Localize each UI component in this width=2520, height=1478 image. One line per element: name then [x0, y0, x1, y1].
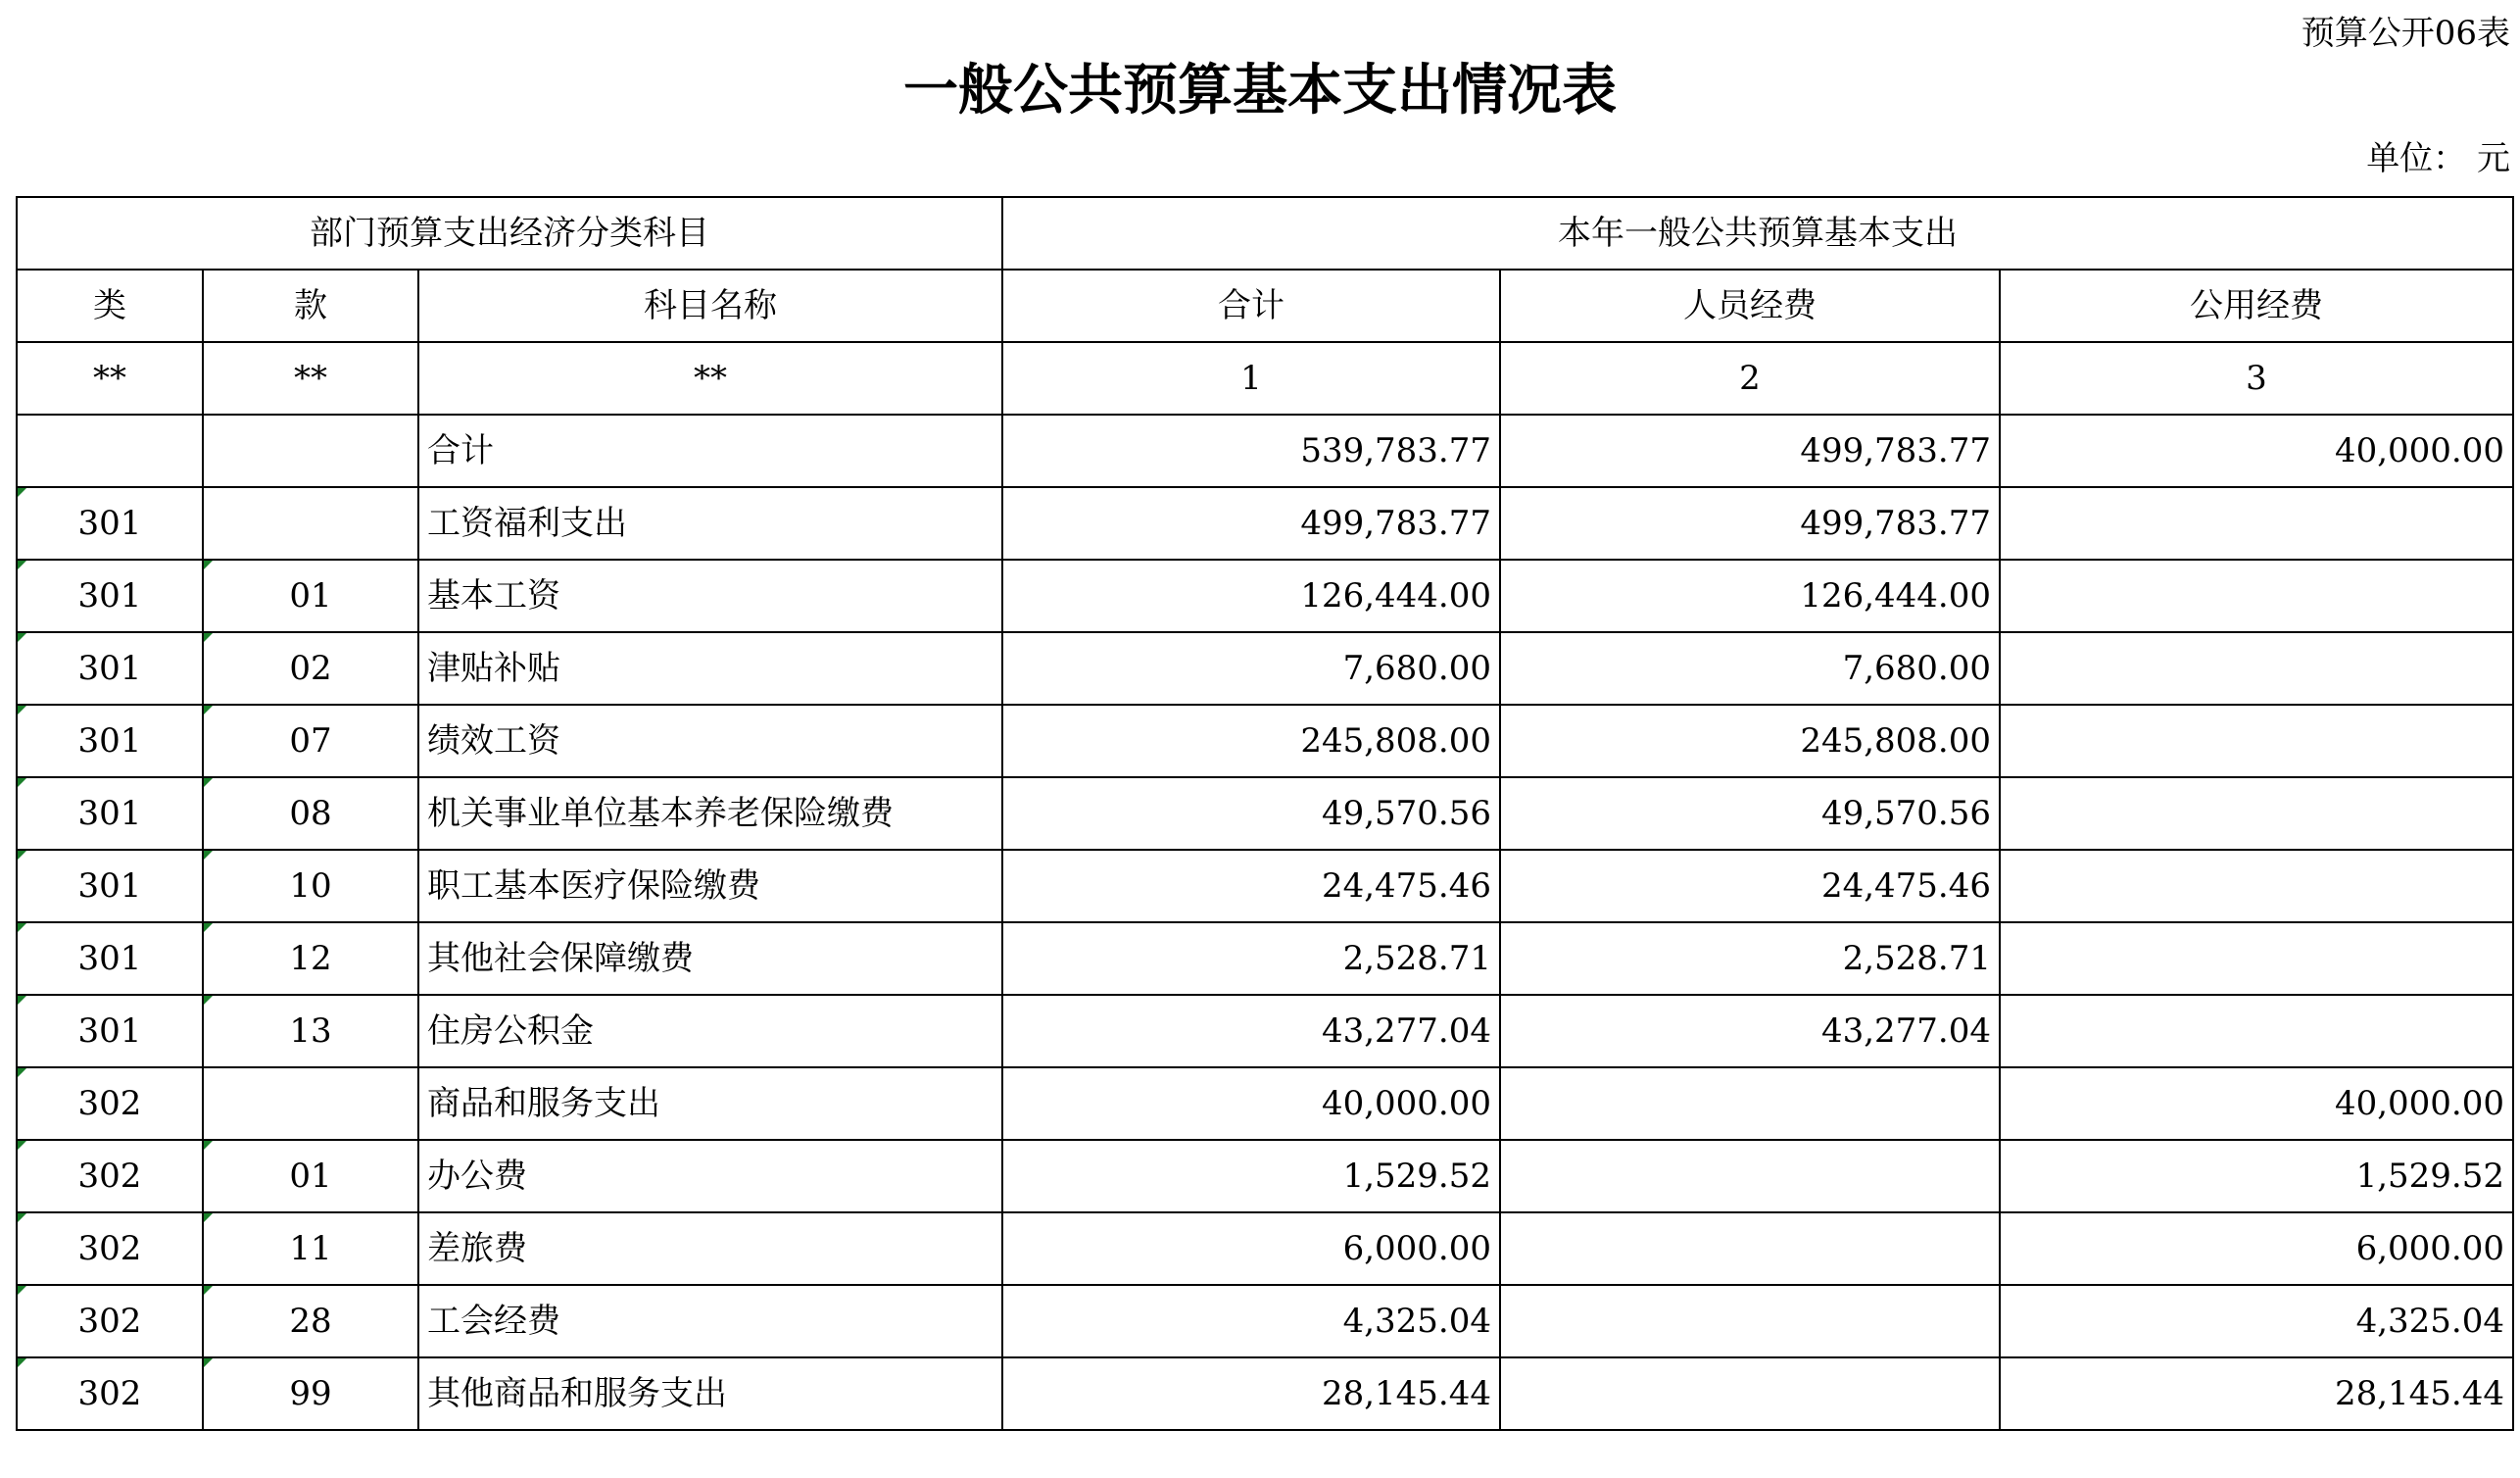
cell-lei: 302: [17, 1067, 203, 1140]
cell-lei: 302: [17, 1212, 203, 1285]
cell-subject-name: 绩效工资: [418, 705, 1002, 777]
cell-public: [2000, 850, 2513, 922]
cell-lei: 301: [17, 850, 203, 922]
cell-kuan: 99: [203, 1357, 418, 1430]
cell-kuan: 10: [203, 850, 418, 922]
table-row: [17, 632, 2513, 705]
cell-lei: 302: [17, 1357, 203, 1430]
index-name: **: [418, 342, 1002, 415]
cell-personnel: 7,680.00: [1500, 632, 2000, 705]
cell-public: 4,325.04: [2000, 1285, 2513, 1357]
cell-total: 2,528.71: [1002, 922, 1500, 995]
cell-personnel: 2,528.71: [1500, 922, 2000, 995]
cell-lei: 301: [17, 560, 203, 632]
header-kuan: 款: [203, 270, 418, 342]
cell-subject-name: 其他商品和服务支出: [418, 1357, 1002, 1430]
cell-kuan: 11: [203, 1212, 418, 1285]
table-row: [17, 415, 2513, 487]
table-row: [17, 777, 2513, 850]
header-total: 合计: [1002, 270, 1500, 342]
budget-table: [16, 196, 2514, 1431]
cell-subject-name: 工资福利支出: [418, 487, 1002, 560]
cell-lei: 301: [17, 777, 203, 850]
cell-subject-name: 津贴补贴: [418, 632, 1002, 705]
header-name: 科目名称: [418, 270, 1002, 342]
index-total: 1: [1002, 342, 1500, 415]
cell-lei: 301: [17, 632, 203, 705]
table-row: [17, 1067, 2513, 1140]
cell-lei: 301: [17, 995, 203, 1067]
cell-public: 28,145.44: [2000, 1357, 2513, 1430]
cell-total: 24,475.46: [1002, 850, 1500, 922]
cell-total: 40,000.00: [1002, 1067, 1500, 1140]
cell-kuan: [203, 415, 418, 487]
form-code: 预算公开06表: [2301, 14, 2510, 53]
cell-public: 6,000.00: [2000, 1212, 2513, 1285]
cell-kuan: 12: [203, 922, 418, 995]
cell-public: [2000, 560, 2513, 632]
cell-public: [2000, 487, 2513, 560]
header-group-left: 部门预算支出经济分类科目: [17, 197, 1002, 270]
cell-total: 49,570.56: [1002, 777, 1500, 850]
cell-personnel: 499,783.77: [1500, 415, 2000, 487]
header-lei: 类: [17, 270, 203, 342]
cell-kuan: [203, 487, 418, 560]
cell-subject-name: 商品和服务支出: [418, 1067, 1002, 1140]
header-group-row: [17, 197, 2513, 270]
cell-subject-name: 基本工资: [418, 560, 1002, 632]
header-personnel: 人员经费: [1500, 270, 2000, 342]
cell-kuan: 01: [203, 1140, 418, 1212]
cell-lei: 301: [17, 487, 203, 560]
cell-lei: 301: [17, 922, 203, 995]
cell-kuan: 01: [203, 560, 418, 632]
header-group-right: 本年一般公共预算基本支出: [1002, 197, 2513, 270]
index-public: 3: [2000, 342, 2513, 415]
cell-personnel: 49,570.56: [1500, 777, 2000, 850]
cell-personnel: 43,277.04: [1500, 995, 2000, 1067]
page-title: 一般公共预算基本支出情况表: [903, 58, 1617, 123]
table-row: [17, 995, 2513, 1067]
cell-personnel: [1500, 1285, 2000, 1357]
cell-public: [2000, 632, 2513, 705]
index-personnel: 2: [1500, 342, 2000, 415]
cell-lei: 302: [17, 1285, 203, 1357]
table-body: [17, 197, 2513, 1430]
cell-total: 499,783.77: [1002, 487, 1500, 560]
cell-total: 6,000.00: [1002, 1212, 1500, 1285]
cell-public: [2000, 995, 2513, 1067]
cell-total: 245,808.00: [1002, 705, 1500, 777]
cell-subject-name: 差旅费: [418, 1212, 1002, 1285]
cell-public: 40,000.00: [2000, 415, 2513, 487]
cell-personnel: [1500, 1140, 2000, 1212]
cell-lei: 302: [17, 1140, 203, 1212]
index-lei: **: [17, 342, 203, 415]
cell-personnel: 126,444.00: [1500, 560, 2000, 632]
cell-subject-name: 住房公积金: [418, 995, 1002, 1067]
table-row: [17, 922, 2513, 995]
table-row: [17, 705, 2513, 777]
header-public: 公用经费: [2000, 270, 2513, 342]
cell-kuan: 28: [203, 1285, 418, 1357]
cell-public: [2000, 705, 2513, 777]
cell-subject-name: 职工基本医疗保险缴费: [418, 850, 1002, 922]
cell-kuan: [203, 1067, 418, 1140]
cell-total: 28,145.44: [1002, 1357, 1500, 1430]
cell-personnel: 24,475.46: [1500, 850, 2000, 922]
table-row: [17, 1357, 2513, 1430]
cell-personnel: [1500, 1212, 2000, 1285]
cell-total: 126,444.00: [1002, 560, 1500, 632]
cell-total: 7,680.00: [1002, 632, 1500, 705]
cell-kuan: 13: [203, 995, 418, 1067]
cell-personnel: [1500, 1357, 2000, 1430]
cell-lei: [17, 415, 203, 487]
cell-lei: 301: [17, 705, 203, 777]
cell-total: 43,277.04: [1002, 995, 1500, 1067]
table-row: [17, 1285, 2513, 1357]
cell-total: 539,783.77: [1002, 415, 1500, 487]
table-row: [17, 1212, 2513, 1285]
index-kuan: **: [203, 342, 418, 415]
cell-subject-name: 其他社会保障缴费: [418, 922, 1002, 995]
unit-label: 单位： 元: [2366, 139, 2510, 178]
cell-public: [2000, 777, 2513, 850]
cell-personnel: [1500, 1067, 2000, 1140]
header-column-row: [17, 270, 2513, 342]
cell-kuan: 08: [203, 777, 418, 850]
cell-subject-name: 办公费: [418, 1140, 1002, 1212]
cell-public: 1,529.52: [2000, 1140, 2513, 1212]
cell-personnel: 499,783.77: [1500, 487, 2000, 560]
cell-public: 40,000.00: [2000, 1067, 2513, 1140]
cell-total: 1,529.52: [1002, 1140, 1500, 1212]
header-index-row: [17, 342, 2513, 415]
cell-kuan: 07: [203, 705, 418, 777]
table-row: [17, 1140, 2513, 1212]
table-row: [17, 850, 2513, 922]
table-row: [17, 487, 2513, 560]
table-row: [17, 560, 2513, 632]
cell-total: 4,325.04: [1002, 1285, 1500, 1357]
cell-public: [2000, 922, 2513, 995]
cell-subject-name: 工会经费: [418, 1285, 1002, 1357]
cell-subject-name: 机关事业单位基本养老保险缴费: [418, 777, 1002, 850]
cell-kuan: 02: [203, 632, 418, 705]
cell-personnel: 245,808.00: [1500, 705, 2000, 777]
cell-subject-name: 合计: [418, 415, 1002, 487]
